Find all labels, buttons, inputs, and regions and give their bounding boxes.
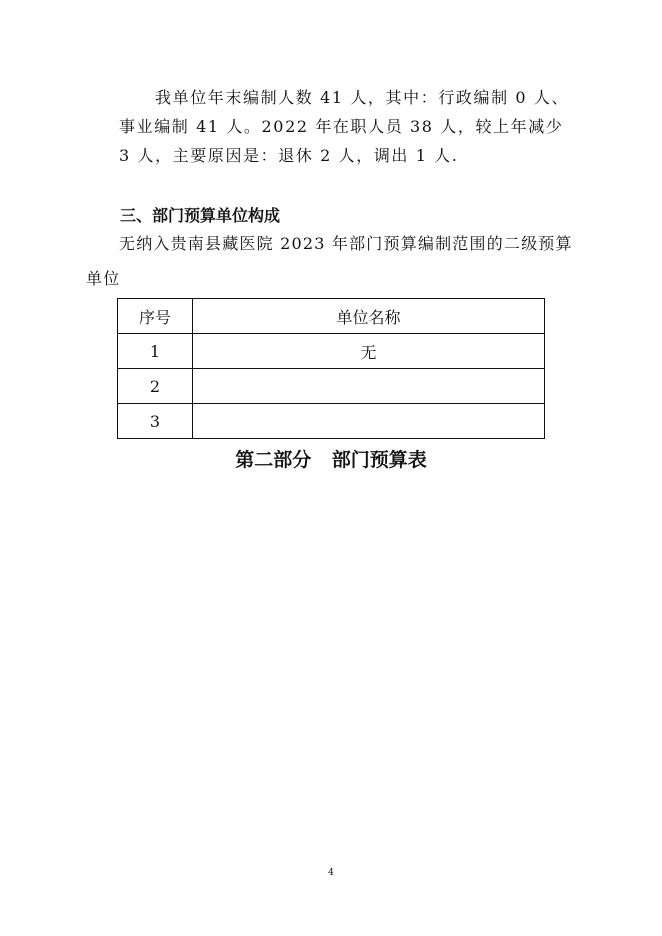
scope-paragraph-line2: 单位: [86, 269, 121, 288]
table-header-row: [118, 299, 545, 334]
row-index: 2: [118, 369, 193, 404]
column-header-index: 序号: [118, 299, 193, 334]
section-heading: 三、部门预算单位构成: [120, 206, 281, 225]
row-index: 1: [118, 334, 193, 369]
row-index: 3: [118, 404, 193, 439]
page-number: 4: [328, 868, 334, 878]
scope-paragraph-line1: 无纳入贵南县藏医院 2023 年部门预算编制范围的二级预算: [119, 234, 573, 253]
part-title: 第二部分 部门预算表: [235, 449, 427, 471]
table-row: [118, 404, 545, 439]
table-row: [118, 369, 545, 404]
row-unit-name: [193, 369, 545, 404]
budget-units-table: [117, 298, 545, 439]
row-unit-name: 无: [193, 334, 545, 369]
staffing-paragraph: 我单位年末编制人数 41 人，其中：行政编制 0 人、事业编制 41 人。2022 年在职人员 38 人，较上年减少 3 人，主要原因是：退休 2 人，调出 1 人.: [119, 88, 570, 165]
column-header-unit-name: 单位名称: [193, 299, 545, 334]
table-row: [118, 334, 545, 369]
row-unit-name: [193, 404, 545, 439]
